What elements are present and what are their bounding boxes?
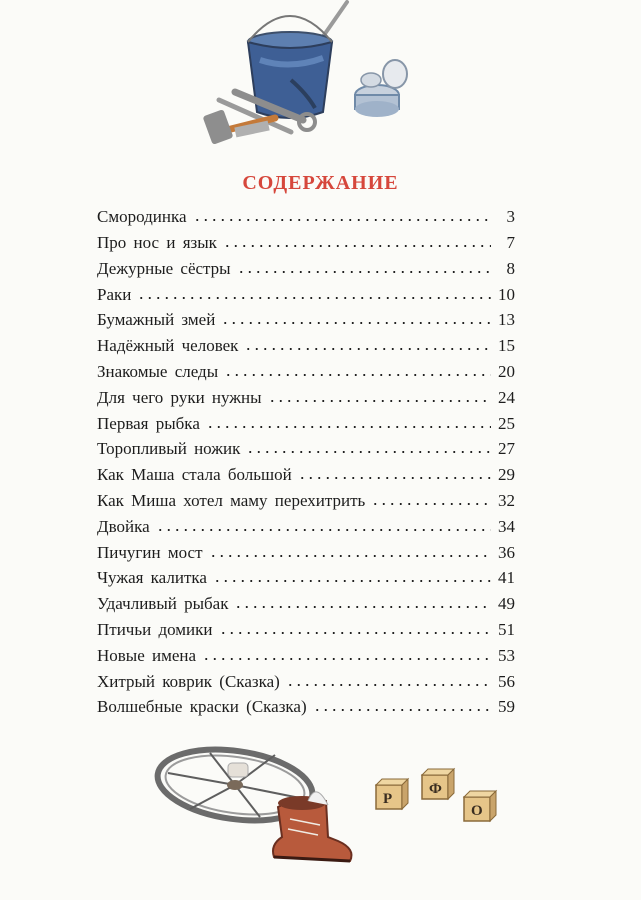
toc-entry-title: Чужая калитка <box>97 568 207 588</box>
dot-leader <box>137 284 491 299</box>
dot-leader <box>371 491 491 506</box>
toc-entry-page: 27 <box>498 439 515 459</box>
toc-entry-title: Надёжный человек <box>97 336 239 356</box>
dot-leader <box>206 413 491 428</box>
dot-leader <box>298 465 491 480</box>
dot-leader <box>244 336 491 351</box>
toc-entry <box>97 207 515 233</box>
toc-entry-page: 24 <box>498 387 515 407</box>
toc-entry-page: 51 <box>498 620 515 640</box>
toc-entry <box>97 439 515 465</box>
toc-entry-title: Смородинка <box>97 207 187 227</box>
toc-entry <box>97 491 515 517</box>
toc-entry-page: 20 <box>498 362 515 382</box>
toc-entry <box>97 465 515 491</box>
block-letter: Ф <box>429 781 442 797</box>
dot-leader <box>224 362 491 377</box>
toc-entry <box>97 620 515 646</box>
toc-entry-title: Волшебные краски (Сказка) <box>97 697 307 717</box>
toc-entry-title: Как Маша стала большой <box>97 465 292 485</box>
toc-entry-page: 3 <box>506 207 515 227</box>
toc-entry-title: Про нос и язык <box>97 233 217 253</box>
toc-entry-page: 25 <box>498 413 515 433</box>
toc-entry-title: Для чего руки нужны <box>97 387 262 407</box>
toc-entry-page: 32 <box>498 491 515 511</box>
toc-entry-title: Знакомые следы <box>97 362 219 382</box>
dot-leader <box>219 620 492 635</box>
letter-block-r <box>376 779 408 809</box>
toc-entry-title: Дежурные сёстры <box>97 258 231 278</box>
toc-entry <box>97 388 515 414</box>
toc-entry-page: 15 <box>498 336 515 356</box>
dot-leader <box>268 388 491 403</box>
toc-entry-title: Первая рыбка <box>97 413 200 433</box>
block-letter: О <box>471 803 483 819</box>
wheel-boot-blocks-illustration <box>150 745 520 895</box>
toc-entry-page: 41 <box>498 568 515 588</box>
toc-entry-page: 8 <box>506 258 515 278</box>
letter-block-f <box>422 769 454 799</box>
toc-entry-page: 10 <box>498 284 515 304</box>
toc-entry <box>97 594 515 620</box>
toc-entry <box>97 697 515 723</box>
dot-leader <box>313 697 491 712</box>
toc-entry-title: Пичугин мост <box>97 542 203 562</box>
toc-entry-title: Новые имена <box>97 645 197 665</box>
dot-leader <box>221 310 491 325</box>
dot-leader <box>209 542 492 557</box>
letter-block-o <box>464 791 496 821</box>
dot-leader <box>223 233 491 248</box>
contents-title: СОДЕРЖАНИЕ <box>242 172 399 194</box>
toc-entry <box>97 233 515 259</box>
block-letter: Р <box>383 791 393 807</box>
toc-entry-page: 53 <box>498 645 515 665</box>
dot-leader <box>246 439 491 454</box>
dot-leader <box>286 671 491 686</box>
toc-entry-title: Бумажный змей <box>97 310 216 330</box>
toc-entry <box>97 259 515 285</box>
toc-entry-title: Как Миша хотел маму перехитрить <box>97 491 366 511</box>
toc-entry-title: Раки <box>97 284 132 304</box>
toc-entry-page: 36 <box>498 542 515 562</box>
toc-entry-title: Птичьи домики <box>97 620 213 640</box>
toc-entry-page: 56 <box>498 671 515 691</box>
toc-entry <box>97 310 515 336</box>
toc-entry-page: 34 <box>498 516 515 536</box>
toc-entry-title: Хитрый коврик (Сказка) <box>97 671 280 691</box>
dot-leader <box>193 207 492 222</box>
toc-entry <box>97 646 515 672</box>
dot-leader <box>237 259 491 274</box>
toc-entry-title: Удачливый рыбак <box>97 594 229 614</box>
toc-entry <box>97 568 515 594</box>
dot-leader <box>213 568 491 583</box>
toc-entry <box>97 362 515 388</box>
table-of-contents <box>97 207 515 723</box>
toc-entry-page: 13 <box>498 310 515 330</box>
dot-leader <box>234 594 491 609</box>
paint-bucket-tools-illustration <box>195 0 425 160</box>
toc-entry-page: 29 <box>498 465 515 485</box>
toc-entry <box>97 671 515 697</box>
toc-entry-page: 59 <box>498 697 515 717</box>
toc-entry <box>97 336 515 362</box>
toc-entry <box>97 284 515 310</box>
dot-leader <box>202 646 491 661</box>
toc-entry-title: Двойка <box>97 516 150 536</box>
toc-entry-page: 49 <box>498 594 515 614</box>
toc-entry-title: Торопливый ножик <box>97 439 241 459</box>
dot-leader <box>156 517 491 532</box>
toc-entry <box>97 413 515 439</box>
toc-entry <box>97 517 515 543</box>
toc-entry-page: 7 <box>506 233 515 253</box>
toc-entry <box>97 542 515 568</box>
